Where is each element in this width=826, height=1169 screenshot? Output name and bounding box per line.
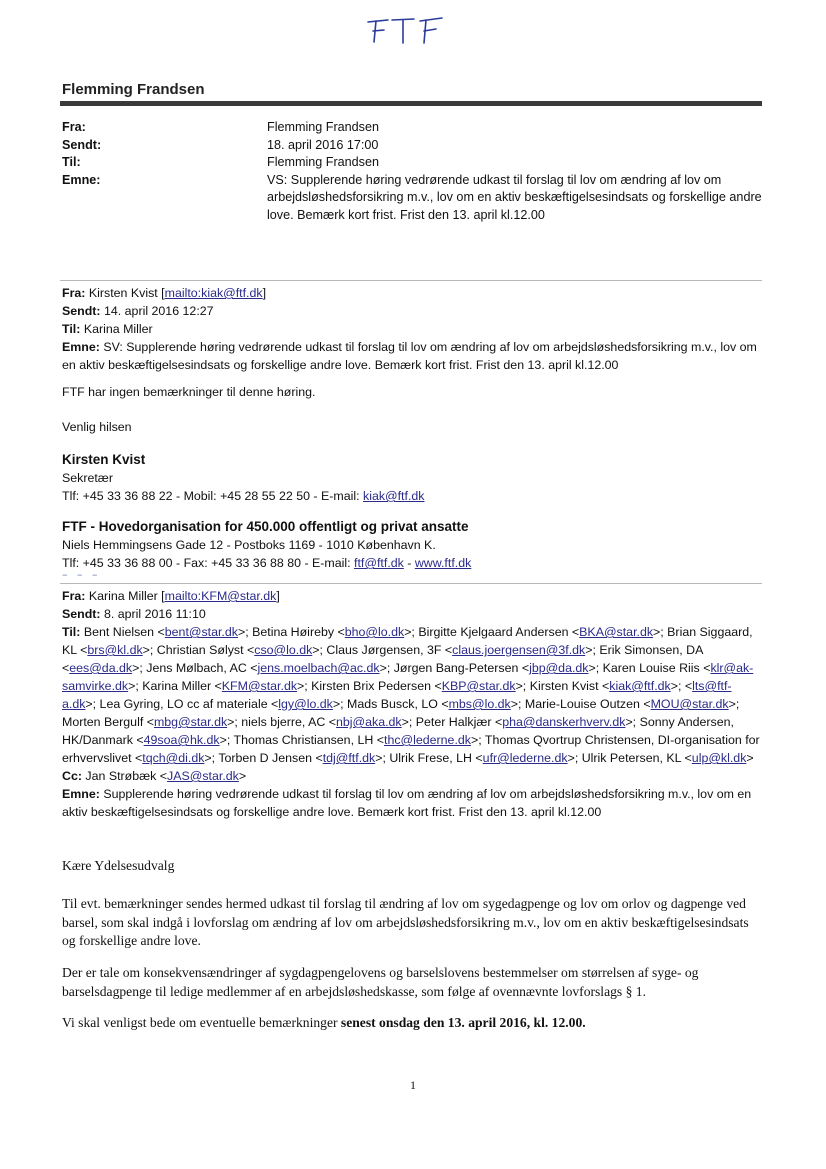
outer-subject-label: Emne:: [62, 172, 101, 187]
recipient-item: Bent Nielsen <bent@star.dk>;: [83, 625, 253, 639]
outer-from-label: Fra:: [62, 120, 86, 134]
email1-from-line: Fra: Kirsten Kvist [mailto:kiak@ftf.dk]: [62, 286, 267, 300]
email1-subject-value: SV: Supplerende høring vedrørende udkast til forslag til lov om ændring af lov om arbejdsløshedsforsikring m.v., lov om en aktiv beskæftigelsesindsats og forskellige andre love. Bemærk kort frist. Frist den 13. april kl.12.00: [62, 340, 757, 372]
recipient-email-link[interactable]: kiak@ftf.dk: [609, 679, 671, 693]
org-contact-text: Tlf: +45 33 36 88 00 - Fax: +45 33 36 88 80 - E-mail:: [62, 556, 355, 570]
recipient-name: Erik Simonsen, DA: [599, 643, 703, 657]
email2-paragraph-1: Til evt. bemærkninger sendes hermed udkast til forslag til ændring af lov om sygedagpenge og lov om orlov og dagpenge ved barsel, som skal indgå i lovforslag om ændring af lov om arbejdsløshedsforsikring m.v., lov om en aktiv beskæftigelsesindsats og forskellige andre love.: [62, 896, 749, 948]
separator-rule-2: [60, 583, 762, 584]
recipient-name: Claus Jørgensen, 3F: [326, 643, 445, 657]
email1-from-name: Kirsten Kvist: [88, 286, 158, 300]
page-number: 1: [410, 1078, 416, 1092]
email1-to-line: [62, 320, 762, 338]
outer-to-row: [62, 154, 762, 172]
recipient-item: Sonny Andersen, HK/Danmark <49soa@hk.dk>;: [62, 715, 734, 747]
email1-greeting: Venlig hilsen: [62, 420, 132, 434]
handwritten-ftf-mark: [362, 10, 452, 50]
recipient-email-link[interactable]: jens.moelbach@ac.dk: [257, 661, 380, 675]
email1-to-value: Karina Miller: [83, 322, 153, 336]
recipient-name: Christian Sølyst: [156, 643, 247, 657]
outer-email-header: [62, 119, 762, 224]
recipient-email-link[interactable]: 49soa@hk.dk: [143, 733, 220, 747]
recipient-name: Morten Bergulf: [62, 715, 147, 729]
email2-salutation: Kære Ydelsesudvalg: [62, 858, 175, 873]
recipient-name: Marie-Louise Outzen: [524, 697, 644, 711]
recipient-item: Mads Busck, LO <mbs@lo.dk>;: [347, 697, 525, 711]
email1-header: [62, 284, 762, 374]
recipient-item: Karen Louise Riis <klr@ak-samvirke.dk>;: [62, 661, 754, 693]
email1-from-label: Fra:: [62, 286, 86, 300]
recipient-name: Ulrik Frese, LH: [389, 751, 476, 765]
recipient-name: niels bjerre, AC: [241, 715, 329, 729]
recipient-item: Christian Sølyst <cso@lo.dk>;: [156, 643, 327, 657]
email1-to-label: Til:: [62, 322, 81, 336]
recipient-email-link[interactable]: klr@ak-samvirke.dk: [62, 661, 754, 693]
recipient-item: Karina Miller <KFM@star.dk>;: [142, 679, 312, 693]
outer-subject-row: [62, 172, 762, 225]
email1-from-link[interactable]: mailto:kiak@ftf.dk: [164, 286, 263, 300]
email2-from-label: Fra:: [62, 589, 86, 603]
recipient-item: Torben D Jensen <tdj@ftf.dk>;: [218, 751, 390, 765]
recipient-email-link[interactable]: ees@da.dk: [69, 661, 133, 675]
recipient-email-link[interactable]: cso@lo.dk: [254, 643, 313, 657]
recipient-email-link[interactable]: tdj@ftf.dk: [322, 751, 376, 765]
recipient-email-link[interactable]: bent@star.dk: [164, 625, 238, 639]
recipient-item: <lts@ftf-a.dk>;: [62, 679, 732, 711]
recipient-email-link[interactable]: pha@danskerhverv.dk: [502, 715, 626, 729]
email2-subject-label: Emne:: [62, 787, 100, 801]
recipient-name: Torben D Jensen: [218, 751, 316, 765]
recipient-email-link[interactable]: MOU@star.dk: [650, 697, 729, 711]
recipient-email-link[interactable]: tqch@di.dk: [142, 751, 205, 765]
recipient-item: Brian Siggaard, KL <brs@kl.dk>;: [62, 625, 753, 657]
recipient-email-link[interactable]: KFM@star.dk: [221, 679, 298, 693]
org-contact: [62, 554, 762, 572]
outer-sent-value: 18. april 2016 17:00: [267, 137, 379, 152]
sender-name-heading: Flemming Frandsen: [62, 81, 205, 98]
recipient-email-link[interactable]: nbj@aka.dk: [336, 715, 402, 729]
recipient-item: Birgitte Kjelgaard Andersen <BKA@star.dk>;: [418, 625, 668, 639]
recipient-name: Sonny Andersen, HK/Danmark: [62, 715, 734, 747]
recipient-item: Thomas Qvortrup Christensen, DI-organisation for erhvervslivet <tqch@di.dk>;: [62, 733, 760, 765]
recipient-name: Betina Høireby: [252, 625, 338, 639]
email2-to-label: Til:: [62, 625, 81, 639]
outer-subject-value: VS: Supplerende høring vedrørende udkast til forslag til lov om ændring af lov om arbejdsløshedsforsikring m.v., lov om en aktiv beskæftigelsesindsats og forskellige andre love. Bemærk kort frist. Frist den 13. april kl.12.00: [267, 172, 762, 222]
email1-body: FTF har ingen bemærkninger til denne høring.: [62, 385, 316, 399]
recipient-item: Lea Gyring, LO cc af materiale <lgy@lo.dk>;: [99, 697, 347, 711]
recipient-name: Karina Miller: [142, 679, 215, 693]
email1-subject-line: [62, 338, 762, 374]
recipient-name: Peter Halkjær: [415, 715, 495, 729]
email2-cc-email[interactable]: JAS@star.dk: [167, 769, 239, 783]
org-title: FTF - Hovedorganisation for 450.000 offentligt og privat ansatte: [62, 519, 469, 534]
email2-to-line: [62, 623, 762, 767]
recipient-email-link[interactable]: ulp@kl.dk: [691, 751, 747, 765]
email2-subject-value: Supplerende høring vedrørende udkast til forslag til lov om ændring af lov om arbejdsløshedsforsikring m.v., lov om en aktiv beskæftigelsesindsats og forskellige andre love. Bemærk kort frist. Frist den 13. april kl.12.00: [62, 787, 752, 819]
recipient-name: Ulrik Petersen, KL: [581, 751, 685, 765]
heading-rule: [60, 101, 762, 106]
email1-subject-label: Emne:: [62, 340, 100, 354]
recipient-name: Thomas Christiansen, LH: [233, 733, 377, 747]
recipient-name: Mads Busck, LO: [347, 697, 442, 711]
recipient-email-link[interactable]: jbp@da.dk: [529, 661, 589, 675]
email2-cc-label: Cc:: [62, 769, 82, 783]
recipient-name: Bent Nielsen: [83, 625, 158, 639]
recipient-name: Jørgen Bang-Petersen: [393, 661, 522, 675]
recipient-name: Thomas Qvortrup Christensen, DI-organisation for erhvervslivet: [62, 733, 760, 765]
email1-sent-line: [62, 302, 762, 320]
recipient-email-link[interactable]: lts@ftf-a.dk: [62, 679, 732, 711]
email2-paragraph-2: Der er tale om konsekvensændringer af sygdagpengelovens og barselslovens bestemmelser om størrelsen af syge- og barselsdagpenge til ledige medlemmer af en arbejdsløshedskasse, som følge af ovennævnte lovforslags § 1.: [62, 965, 699, 999]
recipient-name: Karen Louise Riis: [602, 661, 704, 675]
recipient-item: Ulrik Petersen, KL <ulp@kl.dk>: [581, 751, 754, 765]
org-signature: [62, 518, 762, 572]
signature-contact: [62, 487, 762, 505]
email2-sent-line: [62, 605, 762, 623]
recipient-email-link[interactable]: brs@kl.dk: [87, 643, 143, 657]
outer-to-value: Flemming Frandsen: [267, 155, 379, 169]
recipient-item: Claus Jørgensen, 3F <claus.joergensen@3f.dk>;: [326, 643, 600, 657]
signature-email-link[interactable]: kiak@ftf.dk: [363, 489, 425, 503]
recipient-item: niels bjerre, AC <nbj@aka.dk>;: [241, 715, 416, 729]
recipient-email-link[interactable]: ufr@lederne.dk: [482, 751, 568, 765]
email2-from-name: Karina Miller: [88, 589, 158, 603]
org-address: Niels Hemmingsens Gade 12 - Postboks 1169 - 1010 København K.: [62, 538, 436, 552]
email2-from-link[interactable]: mailto:KFM@star.dk: [164, 589, 277, 603]
signature-name: Kirsten Kvist: [62, 452, 146, 467]
recipient-name: Lea Gyring, LO cc af materiale: [99, 697, 272, 711]
recipient-email-link[interactable]: thc@lederne.dk: [384, 733, 471, 747]
recipient-email-link[interactable]: lgy@lo.dk: [278, 697, 333, 711]
outer-from-value: Flemming Frandsen: [267, 120, 379, 134]
signature-dashes: – – –: [62, 568, 101, 581]
recipient-item: Jens Mølbach, AC <jens.moelbach@ac.dk>;: [146, 661, 394, 675]
recipient-item: Marie-Louise Outzen <MOU@star.dk>;: [524, 697, 740, 711]
email1-sent-label: Sendt:: [62, 304, 101, 318]
recipient-email-link[interactable]: bho@lo.dk: [344, 625, 405, 639]
recipient-email-link[interactable]: KBP@star.dk: [441, 679, 516, 693]
email2-from-line: Fra: Karina Miller [mailto:KFM@star.dk]: [62, 589, 280, 603]
recipient-item: Thomas Christiansen, LH <thc@lederne.dk>;: [233, 733, 485, 747]
recipient-email-link[interactable]: claus.joergensen@3f.dk: [452, 643, 586, 657]
email2-header: [62, 587, 762, 821]
recipient-email-link[interactable]: BKA@star.dk: [579, 625, 654, 639]
org-contact-separator: -: [403, 556, 415, 570]
recipient-item: Erik Simonsen, DA <ees@da.dk>;: [62, 643, 703, 675]
email2-paragraph-3: [62, 1014, 762, 1033]
email2-deadline: senest onsdag den 13. april 2016, kl. 12.00.: [340, 1015, 586, 1030]
separator-rule: [60, 280, 762, 281]
recipient-item: Morten Bergulf <mbg@star.dk>;: [62, 715, 242, 729]
recipient-item: Jørgen Bang-Petersen <jbp@da.dk>;: [393, 661, 603, 675]
outer-from-row: [62, 119, 762, 137]
recipient-name: Kirsten Brix Pedersen: [311, 679, 435, 693]
email2-sent-value: 8. april 2016 11:10: [104, 607, 206, 621]
email2-cc-line: Cc: Jan Strøbæk <JAS@star.dk>: [62, 769, 247, 783]
recipient-email-link[interactable]: mbg@star.dk: [153, 715, 228, 729]
recipient-item: Peter Halkjær <pha@danskerhverv.dk>;: [415, 715, 640, 729]
email1-signature: [62, 451, 762, 505]
recipient-name: Kirsten Kvist: [529, 679, 602, 693]
org-email-link[interactable]: ftf@ftf.dk: [354, 556, 404, 570]
recipient-name: Birgitte Kjelgaard Andersen: [418, 625, 572, 639]
signature-contact-text: Tlf: +45 33 36 88 22 - Mobil: +45 28 55 22 50 - E-mail:: [62, 489, 363, 503]
email2-recipients: [62, 625, 760, 765]
outer-sent-row: [62, 137, 762, 155]
outer-sent-label: Sendt:: [62, 137, 102, 152]
email2-sent-label: Sendt:: [62, 607, 101, 621]
recipient-email-link[interactable]: mbs@lo.dk: [448, 697, 511, 711]
recipient-item: Betina Høireby <bho@lo.dk>;: [252, 625, 419, 639]
email2-cc-name: Jan Strøbæk: [85, 769, 157, 783]
email1-sent-value: 14. april 2016 12:27: [104, 304, 214, 318]
email2-subject-line: [62, 785, 762, 821]
recipient-name: Jens Mølbach, AC: [146, 661, 251, 675]
outer-to-label: Til:: [62, 155, 81, 169]
org-website-link[interactable]: www.ftf.dk: [414, 556, 472, 570]
recipient-name: Brian Siggaard, KL: [62, 625, 753, 657]
signature-role: Sekretær: [62, 471, 113, 485]
email2-paragraph-3-text: Vi skal venligst bede om eventuelle bemærkninger: [62, 1015, 341, 1030]
recipient-item: Kirsten Brix Pedersen <KBP@star.dk>;: [311, 679, 530, 693]
recipient-item: Ulrik Frese, LH <ufr@lederne.dk>;: [389, 751, 582, 765]
recipient-item: Kirsten Kvist <kiak@ftf.dk>;: [529, 679, 685, 693]
